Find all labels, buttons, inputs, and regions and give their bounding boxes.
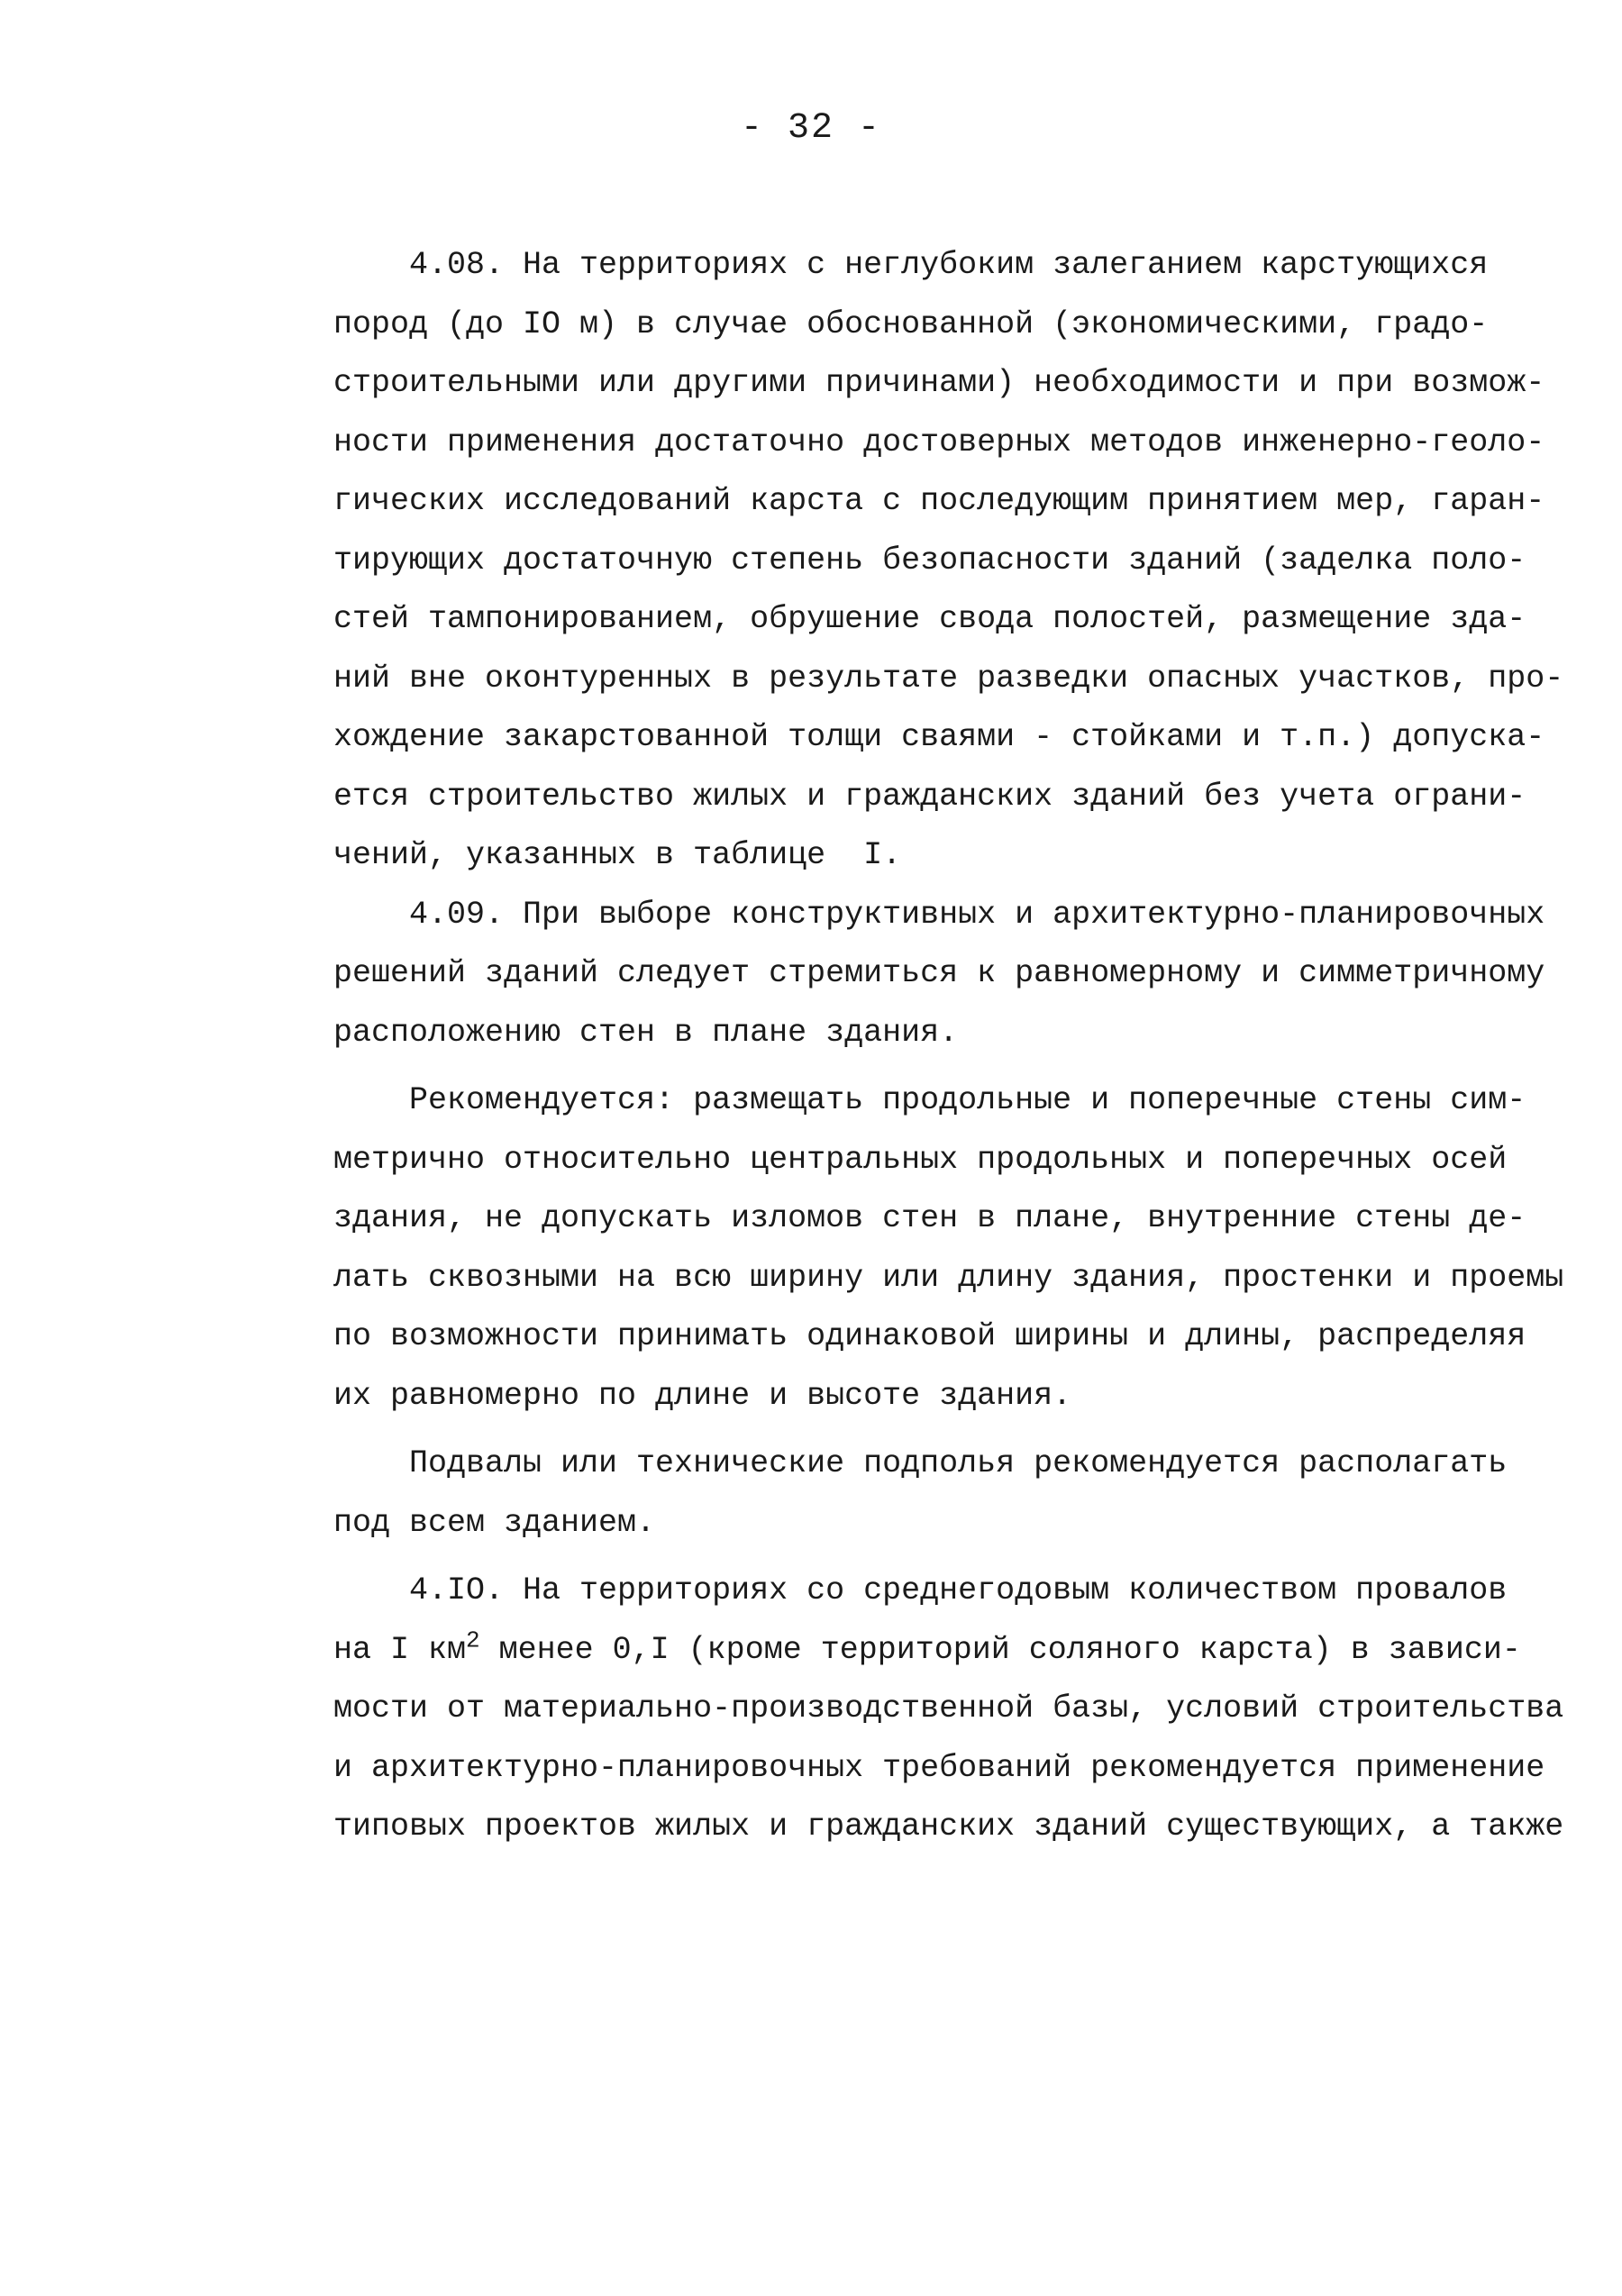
document-body: [333, 236, 1564, 1857]
paragraph-4-09: [333, 886, 1545, 1063]
text-line: строительными или другими причинами) необходимости и при возмож-: [333, 365, 1545, 401]
text-line: тирующих достаточную степень безопасности зданий (заделка поло-: [333, 542, 1526, 579]
text-line: решений зданий следует стремиться к равномерному и симметричному: [333, 955, 1545, 991]
text-line: чений, указанных в таблице I.: [333, 837, 902, 873]
paragraph-4-10: [333, 1562, 1564, 1857]
text-line: под всем зданием.: [333, 1504, 656, 1541]
text-line: метрично относительно центральных продольных и поперечных осей: [333, 1141, 1508, 1178]
text-line: стей тампонированием, обрушение свода полостей, размещение зда-: [333, 601, 1526, 637]
text-line: их равномерно по длине и высоте здания.: [333, 1377, 1072, 1414]
text-line: и архитектурно-планировочных требований рекомендуется применение: [333, 1749, 1545, 1786]
text-line: 4.08. На территориях с неглубоким залеганием карстующихся: [333, 247, 1489, 283]
text-line: по возможности принимать одинаковой ширины и длины, распределяя: [333, 1318, 1526, 1354]
paragraph-recommendation: [333, 1071, 1564, 1426]
text-line: ности применения достаточно достоверных методов инженерно-геоло-: [333, 424, 1545, 460]
text-line-with-superscript: [333, 1621, 1521, 1681]
text-line: хождение закарстованной толщи сваями - стойками и т.п.) допуска-: [333, 719, 1545, 755]
text-line: лать сквозными на всю ширину или длину здания, простенки и проемы: [333, 1259, 1564, 1296]
text-segment: на I км: [333, 1631, 467, 1668]
superscript: 2: [466, 1626, 480, 1654]
text-segment: менее 0,I (кроме территорий соляного карста) в зависи-: [479, 1631, 1521, 1668]
text-line: Подвалы или технические подполья рекомендуется располагать: [333, 1445, 1508, 1481]
text-line: типовых проектов жилых и гражданских зданий существующих, а также: [333, 1809, 1564, 1845]
text-line: гических исследований карста с последующим принятием мер, гаран-: [333, 483, 1545, 519]
text-line: ний вне оконтуренных в результате разведки опасных участков, про-: [333, 660, 1564, 697]
text-line: 4.09. При выборе конструктивных и архитектурно-планировочных: [333, 896, 1545, 933]
paragraph-basement: [333, 1435, 1508, 1553]
text-line: расположению стен в плане здания.: [333, 1014, 959, 1051]
text-line: Рекомендуется: размещать продольные и поперечные стены сим-: [333, 1082, 1526, 1118]
text-line: ется строительство жилых и гражданских зданий без учета ограни-: [333, 778, 1526, 815]
text-line: мости от материально-производственной базы, условий строительства: [333, 1690, 1564, 1727]
page-number: - 32 -: [740, 108, 882, 149]
text-line: 4.IO. На территориях со среднегодовым количеством провалов: [333, 1572, 1508, 1608]
text-line: здания, не допускать изломов стен в плане, внутренние стены де-: [333, 1200, 1526, 1236]
paragraph-4-08: [333, 236, 1564, 886]
text-line: пород (до IO м) в случае обоснованной (экономическими, градо-: [333, 305, 1489, 342]
